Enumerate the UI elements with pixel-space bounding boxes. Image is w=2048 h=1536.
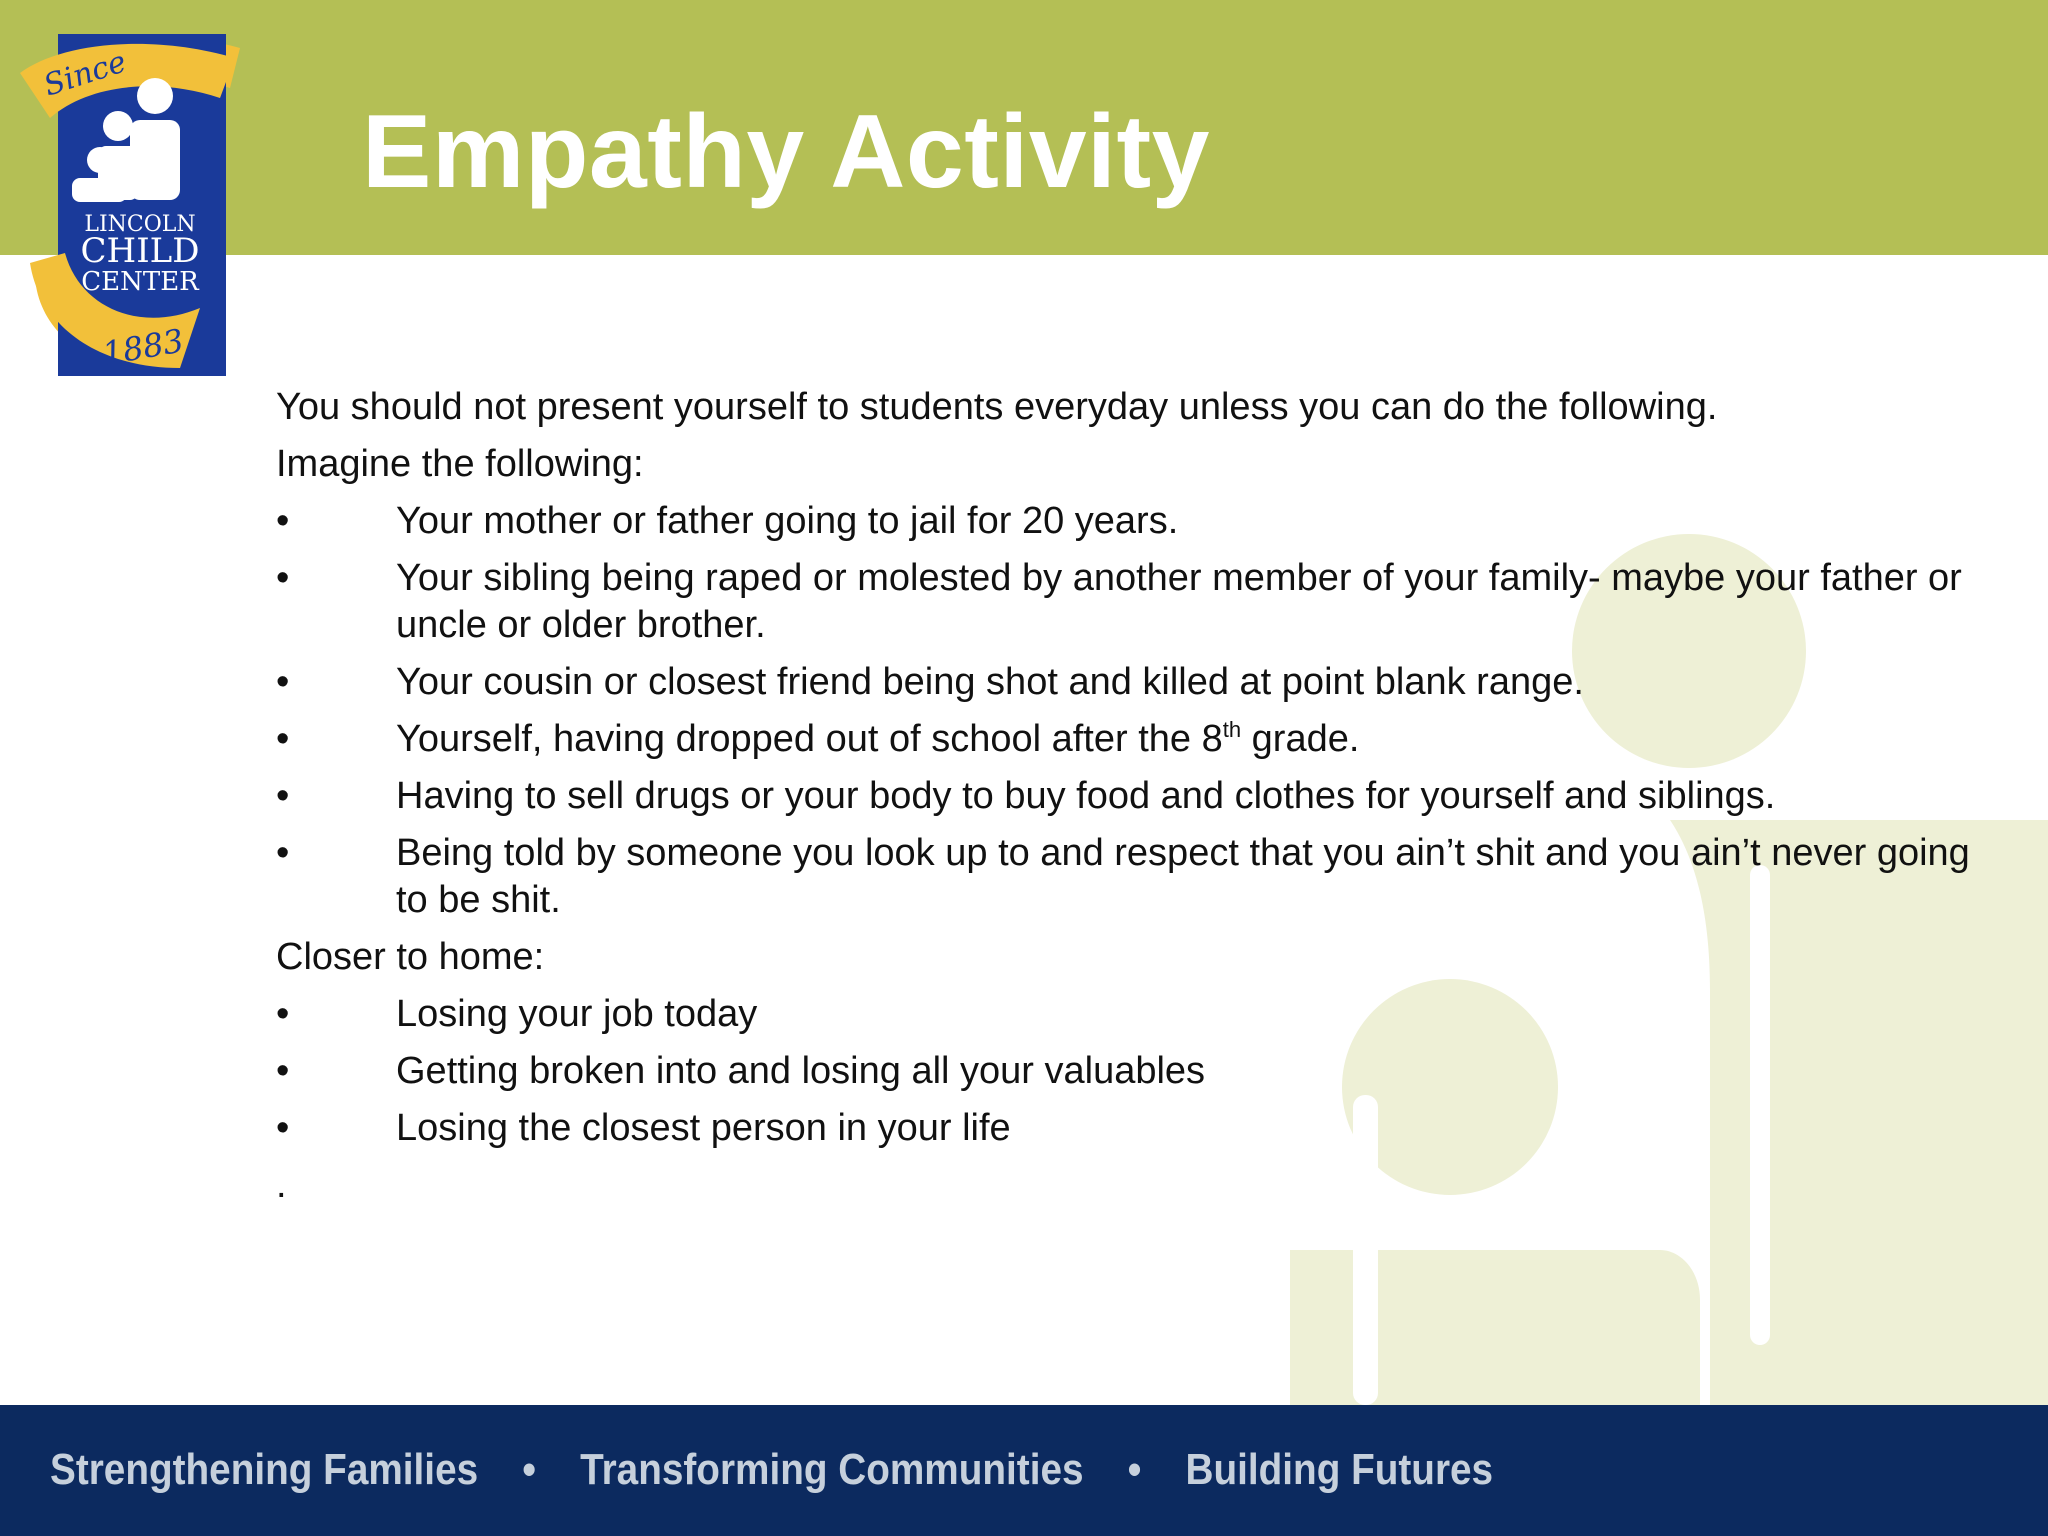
footer-item: Transforming Communities [580, 1445, 1084, 1494]
logo-line3-text: CENTER [81, 267, 199, 297]
ordinal-superscript: th [1222, 717, 1242, 742]
bullet-icon: • [276, 832, 290, 874]
list-item-text: Losing the closest person in your life [396, 1107, 1011, 1149]
list-item-text-main: Yourself, having dropped out of school after the 8 [396, 718, 1223, 760]
footer-separator-icon: • [522, 1445, 536, 1494]
footer-band [0, 1405, 2048, 1536]
logo-since-text: Since [39, 44, 131, 104]
intro-text: You should not present yourself to students everyday unless you can do the following. [276, 386, 1718, 428]
list-item-text: Being told by someone you look up to and respect that you ain’t shit and you ain’t never going to be shit. [396, 832, 1970, 921]
footer-item: Strengthening Families [50, 1445, 479, 1494]
bullet-icon: • [276, 775, 290, 817]
bullet-icon: • [276, 1050, 290, 1092]
footer-tagline [50, 1445, 1493, 1495]
bullet-icon: • [276, 1107, 290, 1149]
bullet-icon: • [276, 557, 290, 599]
list-item-text: Having to sell drugs or your body to buy food and clothes for yourself and siblings. [396, 775, 1776, 817]
list-item-text: Your mother or father going to jail for 20 years. [396, 500, 1179, 542]
logo-line2-text: CHILD [80, 231, 200, 271]
list-item-text-tail: grade. [1241, 718, 1360, 760]
list-item-text: Getting broken into and losing all your valuables [396, 1050, 1206, 1092]
bullet-icon: • [276, 500, 290, 542]
imagine-label: Imagine the following: [276, 443, 644, 485]
logo-line1-text: LINCOLN [84, 212, 196, 237]
list-item-text: Losing your job today [396, 993, 758, 1035]
logo-year-text: 1883 [99, 321, 187, 373]
list-item [276, 659, 1976, 706]
list-item [276, 498, 1976, 545]
list-item [276, 1048, 1976, 1095]
slide-title: Empathy Activity [362, 94, 1210, 210]
list-item [276, 716, 1976, 763]
slide-content [276, 384, 1976, 1219]
footer-separator-icon: • [1127, 1445, 1142, 1494]
list-item-text: Your sibling being raped or molested by another member of your family- maybe your father or uncle or older brother. [396, 557, 1962, 646]
list-item [276, 555, 1976, 649]
bullet-icon: • [276, 993, 290, 1035]
footer-item: Building Futures [1185, 1445, 1494, 1494]
list-item [276, 773, 1976, 820]
trailing-dot: . [276, 1164, 287, 1206]
lincoln-child-center-logo [20, 28, 250, 380]
list-item [276, 830, 1976, 924]
list-item [276, 1105, 1976, 1152]
list-item-text [396, 716, 1976, 763]
list-item [276, 991, 1976, 1038]
bullet-icon: • [276, 718, 290, 760]
list-item-text: Your cousin or closest friend being shot and killed at point blank range. [396, 661, 1584, 703]
bullet-icon: • [276, 661, 290, 703]
closer-label: Closer to home: [276, 936, 545, 978]
